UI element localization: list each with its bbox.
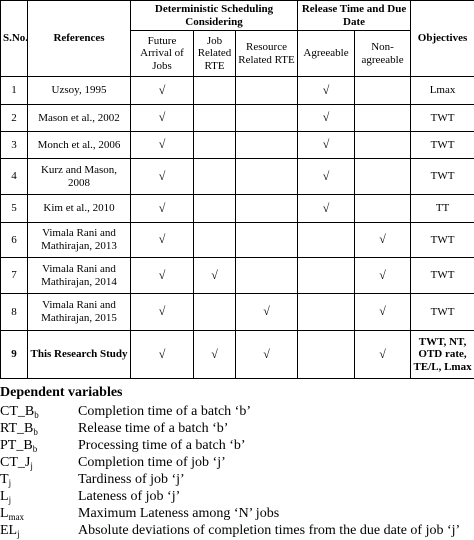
table-row [1, 294, 474, 331]
table-row [1, 331, 474, 379]
cell-non-agreeable: √ [355, 331, 411, 379]
cell-sno: 4 [1, 159, 28, 195]
cell-future-arrival: √ [131, 195, 194, 223]
dependent-variables-section [0, 385, 474, 539]
cell-future-arrival: √ [131, 258, 194, 294]
cell-sno: 9 [1, 331, 28, 379]
cell-sno: 2 [1, 105, 28, 132]
cell-non-agreeable [355, 77, 411, 105]
cell-job-related-rte [194, 159, 236, 195]
cell-non-agreeable [355, 132, 411, 159]
cell-job-related-rte: √ [194, 331, 236, 379]
cell-objectives: TWT [411, 294, 474, 331]
list-item [0, 420, 474, 437]
cell-reference: Kurz and Mason, 2008 [28, 159, 131, 195]
variable-symbol: $T_j$ [0, 472, 12, 488]
cell-reference: Mason et al., 2002 [28, 105, 131, 132]
variable-symbol: $EL_j$ [0, 523, 20, 539]
variable-symbol: $CT\_B_b$ [0, 404, 39, 420]
dependent-variables-title: Dependent variables [0, 385, 123, 400]
cell-objectives: TWT [411, 132, 474, 159]
cell-sno: 3 [1, 132, 28, 159]
table-row [1, 159, 474, 195]
cell-agreeable: √ [298, 159, 355, 195]
list-item [0, 488, 474, 505]
list-item [0, 454, 474, 471]
cell-job-related-rte [194, 223, 236, 258]
cell-job-related-rte [194, 105, 236, 132]
cell-sno: 5 [1, 195, 28, 223]
cell-resource-related-rte: √ [236, 331, 298, 379]
cell-agreeable [298, 331, 355, 379]
cell-objectives: TWT [411, 159, 474, 195]
cell-reference: Vimala Rani and Mathirajan, 2014 [28, 258, 131, 294]
header-deterministic-scheduling: Deterministic Scheduling Considering [131, 1, 298, 31]
variable-symbol: $RT\_B_b$ [0, 421, 38, 437]
cell-future-arrival: √ [131, 105, 194, 132]
variable-symbol: $L_{max}$ [0, 506, 25, 522]
cell-non-agreeable [355, 105, 411, 132]
variable-symbol: $L_j$ [0, 489, 12, 505]
cell-agreeable: √ [298, 77, 355, 105]
cell-resource-related-rte [236, 258, 298, 294]
cell-non-agreeable: √ [355, 223, 411, 258]
list-item [0, 437, 474, 454]
cell-non-agreeable: √ [355, 294, 411, 331]
cell-agreeable [298, 223, 355, 258]
header-agreeable: Agreeable [298, 31, 355, 77]
header-resource-related-rte: Resource Related RTE [236, 31, 298, 77]
cell-objectives: TWT [411, 258, 474, 294]
cell-objectives: Lmax [411, 77, 474, 105]
cell-job-related-rte [194, 132, 236, 159]
header-non-agreeable: Non-agreeable [355, 31, 411, 77]
cell-future-arrival: √ [131, 77, 194, 105]
table-row [1, 105, 474, 132]
cell-resource-related-rte [236, 195, 298, 223]
header-references: References [28, 1, 131, 77]
cell-reference: Uzsoy, 1995 [28, 77, 131, 105]
cell-objectives: TWT [411, 223, 474, 258]
cell-sno: 1 [1, 77, 28, 105]
cell-job-related-rte: √ [194, 258, 236, 294]
cell-agreeable: √ [298, 132, 355, 159]
list-item [0, 403, 474, 420]
list-item [0, 505, 474, 522]
cell-resource-related-rte [236, 223, 298, 258]
cell-future-arrival: √ [131, 331, 194, 379]
variable-description: Processing time of a batch ‘b’ [78, 438, 246, 453]
cell-future-arrival: √ [131, 294, 194, 331]
cell-reference: Monch et al., 2006 [28, 132, 131, 159]
cell-non-agreeable [355, 159, 411, 195]
table-row [1, 195, 474, 223]
cell-resource-related-rte [236, 132, 298, 159]
table-row [1, 258, 474, 294]
variable-description: Completion time of job ‘j’ [78, 455, 226, 470]
variable-description: Absolute deviations of completion times from the due date of job ‘j’ [78, 523, 461, 538]
cell-sno: 8 [1, 294, 28, 331]
cell-objectives: TWT [411, 105, 474, 132]
cell-job-related-rte [194, 294, 236, 331]
cell-future-arrival: √ [131, 132, 194, 159]
cell-sno: 6 [1, 223, 28, 258]
cell-reference: Kim et al., 2010 [28, 195, 131, 223]
variable-symbol: $PT\_B_b$ [0, 438, 38, 454]
variable-description: Lateness of job ‘j’ [78, 489, 181, 504]
cell-reference: Vimala Rani and Mathirajan, 2015 [28, 294, 131, 331]
variable-description: Completion time of a batch ‘b’ [78, 404, 252, 419]
cell-agreeable: √ [298, 195, 355, 223]
cell-agreeable [298, 294, 355, 331]
cell-job-related-rte [194, 195, 236, 223]
cell-reference: Vimala Rani and Mathirajan, 2013 [28, 223, 131, 258]
cell-resource-related-rte [236, 105, 298, 132]
cell-future-arrival: √ [131, 159, 194, 195]
variable-description: Maximum Lateness among ‘N’ jobs [78, 506, 280, 521]
cell-agreeable [298, 258, 355, 294]
list-item [0, 522, 474, 539]
variable-description: Tardiness of job ‘j’ [78, 472, 185, 487]
table-row [1, 77, 474, 105]
cell-resource-related-rte [236, 77, 298, 105]
cell-job-related-rte [194, 77, 236, 105]
cell-non-agreeable [355, 195, 411, 223]
header-future-arrival: Future Arrival of Jobs [131, 31, 194, 77]
table-row [1, 132, 474, 159]
header-sno: S.No. [1, 1, 28, 77]
cell-agreeable: √ [298, 105, 355, 132]
cell-sno: 7 [1, 258, 28, 294]
cell-resource-related-rte: √ [236, 294, 298, 331]
cell-reference: This Research Study [28, 331, 131, 379]
cell-non-agreeable: √ [355, 258, 411, 294]
list-item [0, 471, 474, 488]
variable-description: Release time of a batch ‘b’ [78, 421, 229, 436]
cell-resource-related-rte [236, 159, 298, 195]
variable-symbol: $CT\_J_j$ [0, 455, 33, 471]
table-row [1, 223, 474, 258]
cell-future-arrival: √ [131, 223, 194, 258]
header-objectives: Objectives [411, 1, 474, 77]
header-job-related-rte: Job Related RTE [194, 31, 236, 77]
cell-objectives: TT [411, 195, 474, 223]
header-release-time-due-date: Release Time and Due Date [298, 1, 411, 31]
cell-objectives: TWT, NT, OTD rate, TE/L, Lmax [411, 331, 474, 379]
